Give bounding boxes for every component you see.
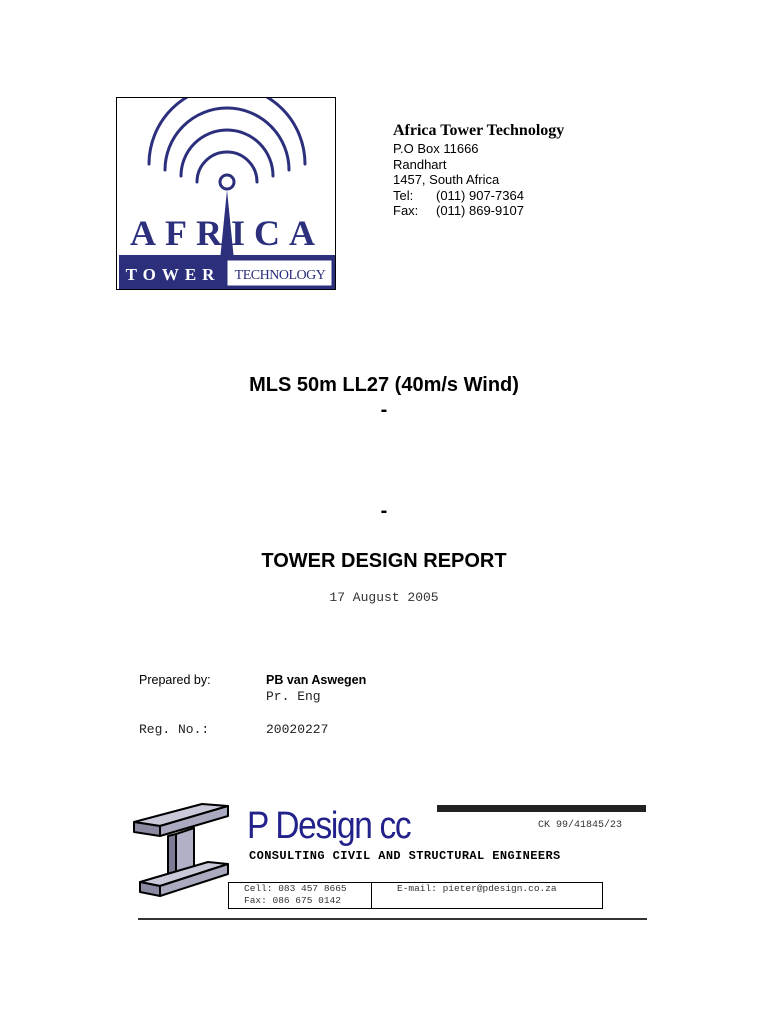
logo-word-tower: TOWER <box>125 265 221 284</box>
reg-no-value: 20020227 <box>266 722 329 737</box>
company-po-box: P.O Box 11666 <box>393 141 479 156</box>
report-date: 17 August 2005 <box>329 590 439 605</box>
logo-word-africa: AFRICA <box>130 213 324 253</box>
firm-name: P Design cc <box>247 805 411 847</box>
firm-fax-number: Fax: 086 675 0142 <box>244 895 341 906</box>
ck-number: CK 99/41845/23 <box>538 820 623 831</box>
title-dash-1: - <box>380 399 388 421</box>
tel-label: Tel: <box>393 187 414 203</box>
tel-number: (011) 907-7364 <box>436 187 524 203</box>
contact-box <box>228 882 603 909</box>
reg-no-label: Reg. No.: <box>139 722 210 737</box>
fax-number: (011) 869-9107 <box>436 203 524 219</box>
i-beam-icon <box>132 800 232 900</box>
title-dash-2: - <box>380 500 388 522</box>
prepared-by-label: Prepared by: <box>139 673 211 687</box>
company-fax-row <box>393 203 693 219</box>
company-city: Randhart <box>393 156 447 172</box>
contact-divider <box>371 883 372 908</box>
preparer-title: Pr. Eng <box>266 689 321 704</box>
preparer-name: PB van Aswegen <box>266 673 367 687</box>
email-link[interactable]: E-mail: pieter@pdesign.co.za <box>397 883 557 894</box>
header-bar <box>437 805 646 812</box>
report-type-title: TOWER DESIGN REPORT <box>261 550 507 572</box>
company-tel-row <box>393 188 693 204</box>
africa-tower-logo <box>116 97 336 290</box>
company-name: Africa Tower Technology <box>393 122 565 139</box>
company-address <box>393 121 693 219</box>
cell-number: Cell: 083 457 8665 <box>244 883 347 894</box>
company-postal: 1457, South Africa <box>393 172 500 188</box>
firm-tagline: CONSULTING CIVIL AND STRUCTURAL ENGINEERS <box>249 849 561 863</box>
bottom-rule <box>138 918 647 920</box>
antenna-waves-icon <box>117 98 337 291</box>
logo-word-technology: TECHNOLOGY <box>234 268 326 283</box>
document-title: MLS 50m LL27 (40m/s Wind) <box>249 374 519 396</box>
fax-label: Fax: <box>393 203 419 219</box>
